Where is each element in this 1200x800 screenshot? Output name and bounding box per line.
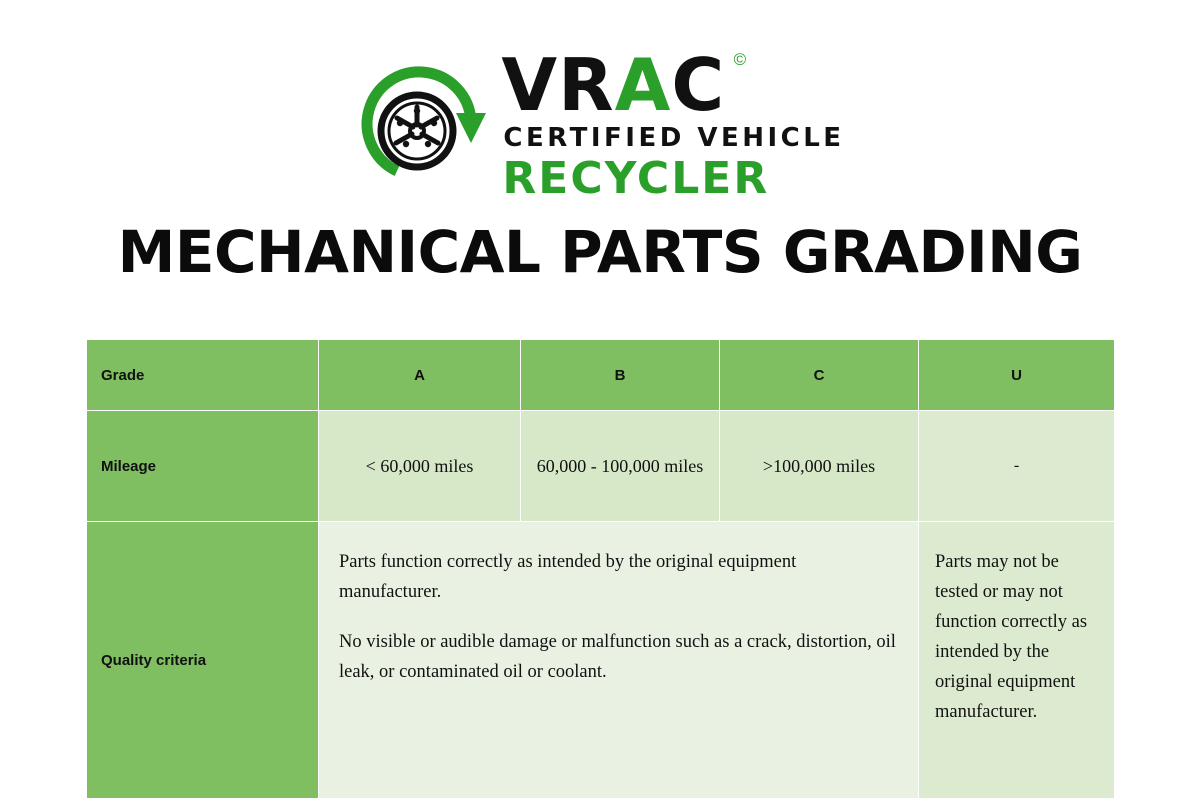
wheel-recycle-arrow-logo-icon: [355, 59, 487, 191]
logo-tagline-line1: CERTIFIED VEHICLE: [503, 123, 845, 153]
header-cell-grade-b: B: [521, 340, 720, 411]
header-cell-grade-a: A: [319, 340, 521, 411]
table-row-mileage: [87, 411, 1115, 522]
cell-mileage-b: 60,000 - 100,000 miles: [521, 411, 720, 522]
logo-inner: [355, 43, 845, 204]
logo-wordmark: [501, 43, 845, 204]
quality-paragraph-2: No visible or audible damage or malfunction such as a crack, distortion, oil leak, or contaminated oil or coolant.: [339, 631, 896, 682]
header-cell-grade: Grade: [87, 340, 319, 411]
cell-mileage-u: -: [919, 411, 1115, 522]
logo-brand-name: [501, 43, 748, 127]
cell-quality-u: [919, 522, 1115, 799]
logo-brand-c: C: [671, 43, 726, 127]
brand-logo: [0, 43, 1200, 204]
header-cell-grade-c: C: [720, 340, 919, 411]
header-cell-grade-u: U: [919, 340, 1115, 411]
row-label-mileage: Mileage: [87, 411, 319, 522]
table-row-quality-criteria: [87, 522, 1115, 799]
quality-paragraph-1: Parts function correctly as intended by the original equipment manufacturer.: [339, 552, 797, 602]
logo-tagline-line2: RECYCLER: [502, 153, 770, 204]
quality-paragraph-u: Parts may not be tested or may not function correctly as intended by the original equipment manufacturer.: [935, 552, 1088, 722]
table-header-row: [87, 340, 1115, 411]
cell-quality-abc: [319, 522, 919, 799]
copyright-icon: ©: [733, 50, 748, 69]
cell-mileage-c: >100,000 miles: [720, 411, 919, 522]
page-title: MECHANICAL PARTS GRADING: [117, 218, 1083, 286]
cell-mileage-a: < 60,000 miles: [319, 411, 521, 522]
logo-brand-a: A: [614, 43, 672, 127]
logo-brand-vr: VR: [501, 43, 615, 127]
grading-table: [86, 339, 1115, 799]
row-label-quality-criteria: Quality criteria: [87, 522, 319, 799]
